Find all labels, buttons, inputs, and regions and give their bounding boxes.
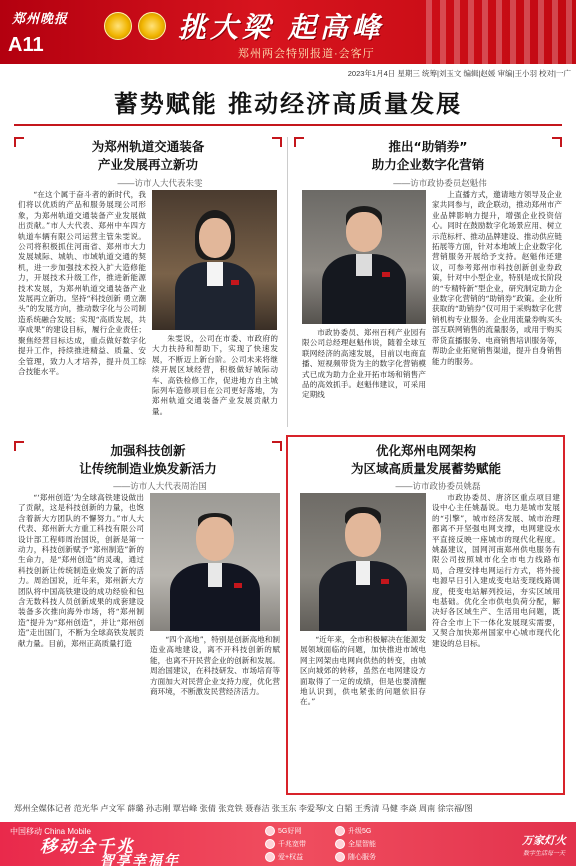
page-meta: 2023年1月4日 星期三 统筹|刘玉文 编辑|赵媛 审编|王小羽 校对|一广 bbox=[347, 69, 571, 78]
body-text: 市政协委员、唐济区重点项目建设中心主任姚磊说。电力是城市发展的“引擎”，城市经济发展、城市治理都离不开坚强电网支撑，电网建设水平直接反映一座城市的现代化程度。姚磊建议，国网河南郑州供电服务有限公司按照城市化全市电力线路布局，合理安排电网运行方式，将外接电源早日引入建成变电站变现线路调度，使变电站解列投运，夯实区域用电基础。优化全市供电负荷分配，解决好各区域生产、生活用电问题，既符合全市上下一体化发展现实需要，又契合加快郑州国家中心城市现代化建设的总目标。 bbox=[432, 493, 560, 648]
article-body bbox=[18, 190, 146, 416]
portrait-photo bbox=[150, 493, 280, 631]
portrait-photo bbox=[152, 190, 277, 330]
article-body bbox=[432, 493, 560, 785]
article-title-line1: 加强科技创新 bbox=[110, 443, 186, 458]
ad-slogan-1: 移动全千兆 bbox=[40, 837, 135, 857]
page-number: A11 bbox=[8, 34, 44, 56]
title-rule bbox=[14, 124, 562, 126]
cppcc-emblem-icon bbox=[138, 12, 166, 40]
gift-icon bbox=[265, 852, 275, 862]
body-text: “在这个属于奋斗者的新时代，我们将以优质的产品和服务展现公司形象，为郑州轨道交通装备产业发展做出贡献。”市人大代表、郑州中车四方轨道车辆有限公司运营主管朱雯说。公司将积极抓住河南省、郑州市大力发展城际、城轨、市域轨道交通的契机，进一步加强技术投入扩大造修能力，开展技术升级工作，推进新能源技术发展，为郑州轨道交通装备产业发展再立新功。坚持“科技创新 勇立潮头”的发展方向，推动数字化与公司制造系统融合发展；实现“高质发展，共享成果”的建设目标，履行企业责任；聚焦经营目标达成，重点做好数字化提升工作，持续推进精益、质量、安全管理，致力人才培养，提升员工综合技能水平。 bbox=[18, 190, 146, 376]
ad-item: 随心服务 bbox=[335, 852, 376, 862]
newspaper-logo: 郑州晚报 bbox=[12, 12, 69, 27]
article-title-line2: 为区域高质量发展蓄势赋能 bbox=[350, 461, 501, 476]
special-report-label: 郑州两会特别报道·会客厅 bbox=[238, 48, 375, 60]
article-heading bbox=[14, 138, 282, 174]
article-body bbox=[18, 493, 144, 793]
decorative-gate-pattern bbox=[426, 0, 576, 64]
article-byline: ——访市人大代表周治国 bbox=[113, 481, 207, 491]
reporters-credit: 郑州全媒体记者 范光华 卢文军 薛璐 孙志刚 覃岩峰 张倩 张竞铁 聂春洁 张玉东 李爱琴/文 白韬 王秀清 马健 李焱 周南 徐宗福/图 bbox=[14, 804, 473, 813]
ad-item: 全屋智能 bbox=[335, 839, 376, 849]
article-title-line2: 产业发展再立新功 bbox=[97, 157, 198, 172]
body-text: 朱雯说，公司在市委、市政府的大力扶持和帮助下，实现了快速发展，不断迈上新台阶。公司未来将继续开展区域经营，积极做好城际动车、高铁检修工作，促进地方自主城际列车造修项目在公司更好落地，为郑州轨道交通装备产业发展贡献力量。 bbox=[152, 334, 278, 416]
body-text: “近年来，全市积极解决在能源发展领域面临的问题，加快推进市域电网主网架由电网向供热的转变，由城区向城郊的转移，虽然在电网建设方面取得了一定的成绩，但是也要清醒地认识到，供电紧张的问题依旧存在。” bbox=[300, 635, 426, 707]
article-body bbox=[432, 190, 562, 418]
masthead-slogan: 挑大梁 起高峰 bbox=[178, 11, 384, 44]
article-heading bbox=[294, 138, 562, 174]
article-byline: ——访市政协委员姚磊 bbox=[395, 481, 481, 491]
ad-item: 升级5G bbox=[335, 826, 371, 836]
smart-home-icon bbox=[335, 839, 345, 849]
article-body bbox=[300, 635, 426, 785]
article-body bbox=[152, 334, 278, 416]
article-title-line2: 让传统制造业焕发新活力 bbox=[79, 461, 217, 476]
ad-campaign-subtitle: 数字生活每一天 bbox=[522, 850, 565, 857]
advertisement-banner[interactable] bbox=[0, 822, 576, 866]
ad-slogan-2: 智享幸福年 bbox=[100, 853, 180, 866]
ad-item: 5G好网 bbox=[265, 826, 301, 836]
body-text: “四个高地”，特别是创新高地和制造业高地建设，离不开科技创新的赋能，也离不开民营企业的创新和发展。周治国建议，在科技研发、市场培育等方面加大对民营企业支持力度，优化营商环境，不断激发民营经济活力。 bbox=[150, 635, 280, 697]
ad-item: 千兆宽带 bbox=[265, 839, 306, 849]
article-title-line1: 优化郑州电网架构 bbox=[375, 443, 476, 458]
national-emblem-icon bbox=[104, 12, 132, 40]
service-icon bbox=[335, 852, 345, 862]
page-title: 蓄势赋能 推动经济高质量发展 bbox=[113, 90, 463, 118]
ad-item: 爱+权益 bbox=[265, 852, 303, 862]
ad-campaign-title: 万家灯火 bbox=[522, 834, 566, 847]
article-body bbox=[302, 328, 426, 418]
portrait-photo bbox=[302, 190, 426, 324]
broadband-icon bbox=[265, 839, 275, 849]
article-title-line1: 为郑州轨道交通装备 bbox=[91, 139, 205, 154]
article-byline: ——访市人大代表朱雯 bbox=[117, 178, 203, 188]
article-byline: ——访市政协委员赵魁伟 bbox=[393, 178, 487, 188]
upgrade-icon bbox=[335, 826, 345, 836]
column-divider bbox=[287, 137, 288, 427]
body-text: “‘郑州创造’为全球高铁建设做出了贡献，这是科技创新的力量，也饱含着新大方团队的不懈努力。”市人大代表、郑州新大方重工科技有限公司设计部工程师周治国说，创新是第一动力，科技创新赋予“郑州制造”新的生命力，是“郑州创造”的灵魂，通过科技创新让传统制造业焕发了新的活力。周治国说，近年来，郑州新大方团队将中国高铁建设的成功经验和包含无数科技人员创新成果的成套建设装备多次推向海外市场，将“郑州制造”提升为“郑州创造”，并让“郑州创造”走出国门，不断为全球高铁发展贡献力量。目前，郑州正高质量打造 bbox=[18, 493, 144, 648]
article-body bbox=[150, 635, 280, 795]
masthead bbox=[0, 0, 576, 64]
article-heading bbox=[14, 442, 282, 478]
ad-brand-logo: 中国移动 China Mobile bbox=[10, 827, 91, 836]
body-text: 市政协委员、郑州百利产业园有限公司总经理赵魁伟说，随着全球互联网经济的高速发展，目前以电商直播、短视频带货为主的数字化营销模式已成为助力企业开拓市场和销售产品的高效抓手。赵魁伟建议，可采用定期线 bbox=[302, 328, 426, 400]
ad-campaign bbox=[522, 832, 566, 857]
article-title-line2: 助力企业数字化营销 bbox=[371, 157, 485, 172]
article-title-line1: 推出“助销券” bbox=[388, 139, 468, 154]
portrait-photo bbox=[300, 493, 426, 631]
body-text: 上直播方式，邀请地方领导及企业家共同参与，政企联动，推动郑州市产业品牌影响力提升，增强企业投资信心。同时在鼓励数字化场景应用、树立示范标杆、推动品牌建设、推动供应链拓展等方面，针对本地域上企业数字化营销服务开展给予支持。赵魁伟还建议，可参考郑州市科技创新创业券政策，针对中小型企业，特别是成长阶段的“专精特新”型企业，研究制定助力企业数字化营销的“助销券”政策。企业所获取的“助销券”仅可用于采购数字化营销机构专业服务。企业用流量券购买头部互联网销售的流量服务，或用于购买带货直播服务、电商销售培训服务等，帮助企业拓宽销售渠道，提升自身销售能力的服务。 bbox=[432, 190, 562, 366]
article-heading bbox=[292, 442, 560, 478]
signal-icon bbox=[265, 826, 275, 836]
